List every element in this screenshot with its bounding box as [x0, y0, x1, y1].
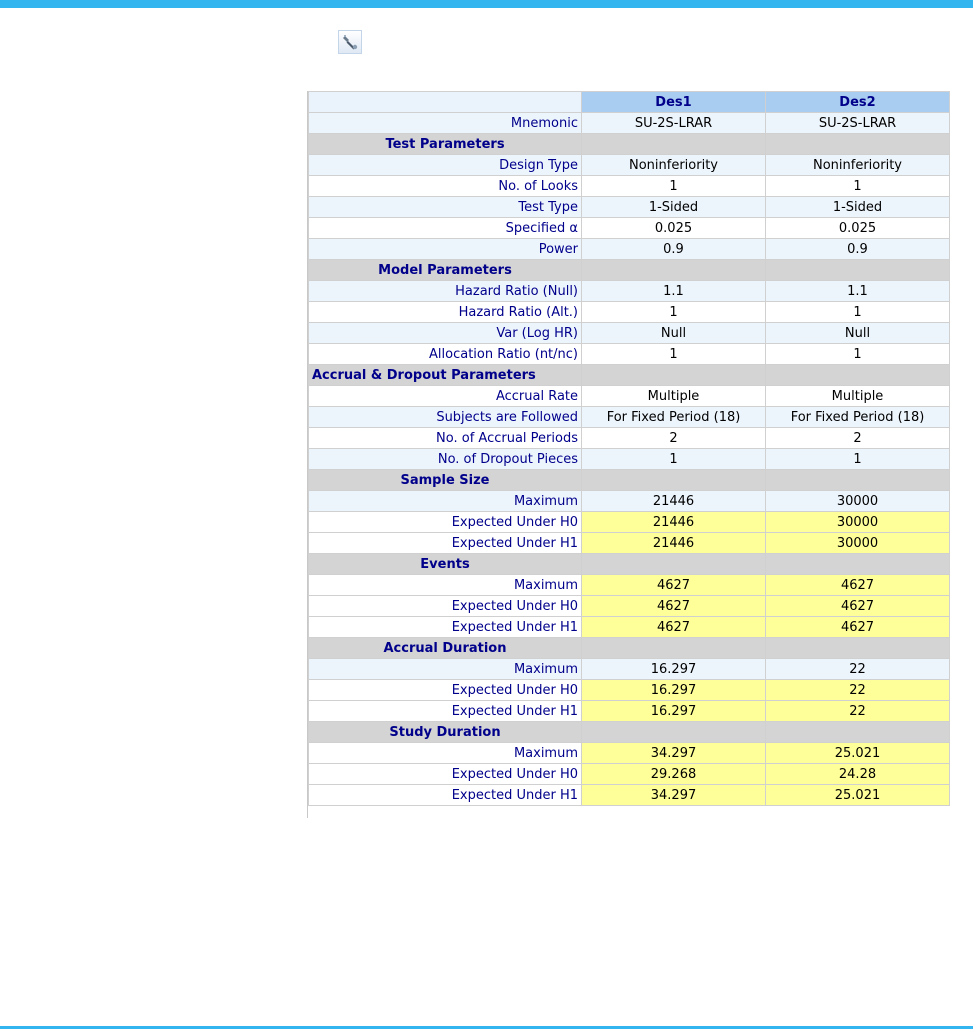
cell-des2-ss-maximum: 30000 [766, 491, 950, 512]
cell-des1-ad-expected-h1: 16.297 [582, 701, 766, 722]
cell-des1-var-log-hr: Null [582, 323, 766, 344]
cell-des1-hazard-ratio-alt: 1 [582, 302, 766, 323]
section-title: Study Duration [309, 722, 582, 743]
table-row [309, 323, 950, 344]
table-row [309, 701, 950, 722]
row-label-ad-expected-h1: Expected Under H1 [309, 701, 582, 722]
table-row [309, 428, 950, 449]
cell-des1-sd-maximum: 34.297 [582, 743, 766, 764]
cell-des2-var-log-hr: Null [766, 323, 950, 344]
table-row [309, 575, 950, 596]
row-label-design-type: Design Type [309, 155, 582, 176]
cell-des1-allocation-ratio: 1 [582, 344, 766, 365]
cell-des1-ss-maximum: 21446 [582, 491, 766, 512]
row-label-ss-expected-h1: Expected Under H1 [309, 533, 582, 554]
header-corner-cell [309, 92, 582, 113]
row-label-ad-maximum: Maximum [309, 659, 582, 680]
cell-des1-accrual-periods: 2 [582, 428, 766, 449]
table-row [309, 512, 950, 533]
section-title: Accrual & Dropout Parameters [309, 365, 582, 386]
cell-des1-hazard-ratio-null: 1.1 [582, 281, 766, 302]
section-filler [582, 722, 766, 743]
row-label-subjects-followed: Subjects are Followed [309, 407, 582, 428]
table-row [309, 239, 950, 260]
row-label-sd-maximum: Maximum [309, 743, 582, 764]
section-filler [582, 134, 766, 155]
row-label-ev-maximum: Maximum [309, 575, 582, 596]
section-filler [582, 260, 766, 281]
table-row [309, 197, 950, 218]
cell-des2-power: 0.9 [766, 239, 950, 260]
table-row [309, 680, 950, 701]
row-label-sd-expected-h1: Expected Under H1 [309, 785, 582, 806]
row-label-ev-expected-h1: Expected Under H1 [309, 617, 582, 638]
cell-des2-ss-expected-h0: 30000 [766, 512, 950, 533]
settings-tool-button[interactable] [338, 30, 362, 54]
section-title: Model Parameters [309, 260, 582, 281]
table-row [309, 407, 950, 428]
section-filler [582, 638, 766, 659]
cell-des2-hazard-ratio-null: 1.1 [766, 281, 950, 302]
cell-des1-mnemonic: SU-2S-LRAR [582, 113, 766, 134]
table-row [309, 764, 950, 785]
cell-des2-hazard-ratio-alt: 1 [766, 302, 950, 323]
cell-des1-sd-expected-h0: 29.268 [582, 764, 766, 785]
cell-des2-no-of-looks: 1 [766, 176, 950, 197]
row-label-hazard-ratio-alt: Hazard Ratio (Alt.) [309, 302, 582, 323]
cell-des2-specified-alpha: 0.025 [766, 218, 950, 239]
column-header-des1[interactable]: Des1 [582, 92, 766, 113]
cell-des2-subjects-followed: For Fixed Period (18) [766, 407, 950, 428]
section-row-sample-size [309, 470, 950, 491]
table-row [309, 302, 950, 323]
row-label-power: Power [309, 239, 582, 260]
table-row [309, 449, 950, 470]
row-label-specified-alpha: Specified α [309, 218, 582, 239]
section-row-model-parameters [309, 260, 950, 281]
section-filler [766, 554, 950, 575]
row-label-accrual-rate: Accrual Rate [309, 386, 582, 407]
table-row [309, 281, 950, 302]
cell-des2-accrual-rate: Multiple [766, 386, 950, 407]
row-label-sd-expected-h0: Expected Under H0 [309, 764, 582, 785]
cell-des1-test-type: 1-Sided [582, 197, 766, 218]
cell-des1-ev-expected-h0: 4627 [582, 596, 766, 617]
section-row-study-duration [309, 722, 950, 743]
cell-des1-ss-expected-h1: 21446 [582, 533, 766, 554]
cell-des2-test-type: 1-Sided [766, 197, 950, 218]
cell-des2-sd-expected-h1: 25.021 [766, 785, 950, 806]
table-row [309, 785, 950, 806]
cell-des1-dropout-pieces: 1 [582, 449, 766, 470]
section-filler [582, 470, 766, 491]
table-row [309, 617, 950, 638]
section-filler [766, 470, 950, 491]
cell-des2-allocation-ratio: 1 [766, 344, 950, 365]
section-title: Accrual Duration [309, 638, 582, 659]
cell-des2-ad-maximum: 22 [766, 659, 950, 680]
row-label-ss-expected-h0: Expected Under H0 [309, 512, 582, 533]
cell-des1-design-type: Noninferiority [582, 155, 766, 176]
table-row [309, 155, 950, 176]
cell-des1-accrual-rate: Multiple [582, 386, 766, 407]
wrench-icon [342, 34, 358, 50]
section-row-events [309, 554, 950, 575]
cell-des2-ev-expected-h0: 4627 [766, 596, 950, 617]
cell-des2-sd-expected-h0: 24.28 [766, 764, 950, 785]
section-filler [766, 638, 950, 659]
table-row [309, 218, 950, 239]
table-row [309, 113, 950, 134]
column-header-des2[interactable]: Des2 [766, 92, 950, 113]
section-title: Sample Size [309, 470, 582, 491]
row-label-test-type: Test Type [309, 197, 582, 218]
cell-des1-ad-expected-h0: 16.297 [582, 680, 766, 701]
table-row [309, 491, 950, 512]
section-row-accrual-dropout [309, 365, 950, 386]
cell-des2-ev-maximum: 4627 [766, 575, 950, 596]
cell-des1-ad-maximum: 16.297 [582, 659, 766, 680]
section-title: Test Parameters [309, 134, 582, 155]
cell-des1-ss-expected-h0: 21446 [582, 512, 766, 533]
row-label-dropout-pieces: No. of Dropout Pieces [309, 449, 582, 470]
cell-des2-ss-expected-h1: 30000 [766, 533, 950, 554]
section-title: Events [309, 554, 582, 575]
table-row [309, 659, 950, 680]
section-filler [766, 134, 950, 155]
cell-des1-ev-expected-h1: 4627 [582, 617, 766, 638]
table-row [309, 533, 950, 554]
cell-des1-sd-expected-h1: 34.297 [582, 785, 766, 806]
row-label-ss-maximum: Maximum [309, 491, 582, 512]
row-label-ad-expected-h0: Expected Under H0 [309, 680, 582, 701]
table-row [309, 596, 950, 617]
table-row [309, 344, 950, 365]
cell-des2-ev-expected-h1: 4627 [766, 617, 950, 638]
cell-des2-design-type: Noninferiority [766, 155, 950, 176]
row-label-allocation-ratio: Allocation Ratio (nt/nc) [309, 344, 582, 365]
row-label-mnemonic: Mnemonic [309, 113, 582, 134]
row-label-ev-expected-h0: Expected Under H0 [309, 596, 582, 617]
section-row-test-parameters [309, 134, 950, 155]
section-filler [582, 365, 766, 386]
cell-des1-ev-maximum: 4627 [582, 575, 766, 596]
table-row [309, 386, 950, 407]
row-label-var-log-hr: Var (Log HR) [309, 323, 582, 344]
table-header-row [309, 92, 950, 113]
design-comparison-table [307, 91, 950, 818]
cell-des2-ad-expected-h0: 22 [766, 680, 950, 701]
row-label-accrual-periods: No. of Accrual Periods [309, 428, 582, 449]
row-label-hazard-ratio-null: Hazard Ratio (Null) [309, 281, 582, 302]
top-accent-bar [0, 0, 973, 8]
cell-des2-ad-expected-h1: 22 [766, 701, 950, 722]
section-row-accrual-duration [309, 638, 950, 659]
table-row [309, 743, 950, 764]
section-filler [582, 554, 766, 575]
cell-des2-sd-maximum: 25.021 [766, 743, 950, 764]
table-row [309, 176, 950, 197]
cell-des1-subjects-followed: For Fixed Period (18) [582, 407, 766, 428]
cell-des2-mnemonic: SU-2S-LRAR [766, 113, 950, 134]
row-label-no-of-looks: No. of Looks [309, 176, 582, 197]
section-filler [766, 365, 950, 386]
cell-des1-power: 0.9 [582, 239, 766, 260]
cell-des2-dropout-pieces: 1 [766, 449, 950, 470]
cell-des1-no-of-looks: 1 [582, 176, 766, 197]
section-filler [766, 722, 950, 743]
cell-des1-specified-alpha: 0.025 [582, 218, 766, 239]
section-filler [766, 260, 950, 281]
cell-des2-accrual-periods: 2 [766, 428, 950, 449]
